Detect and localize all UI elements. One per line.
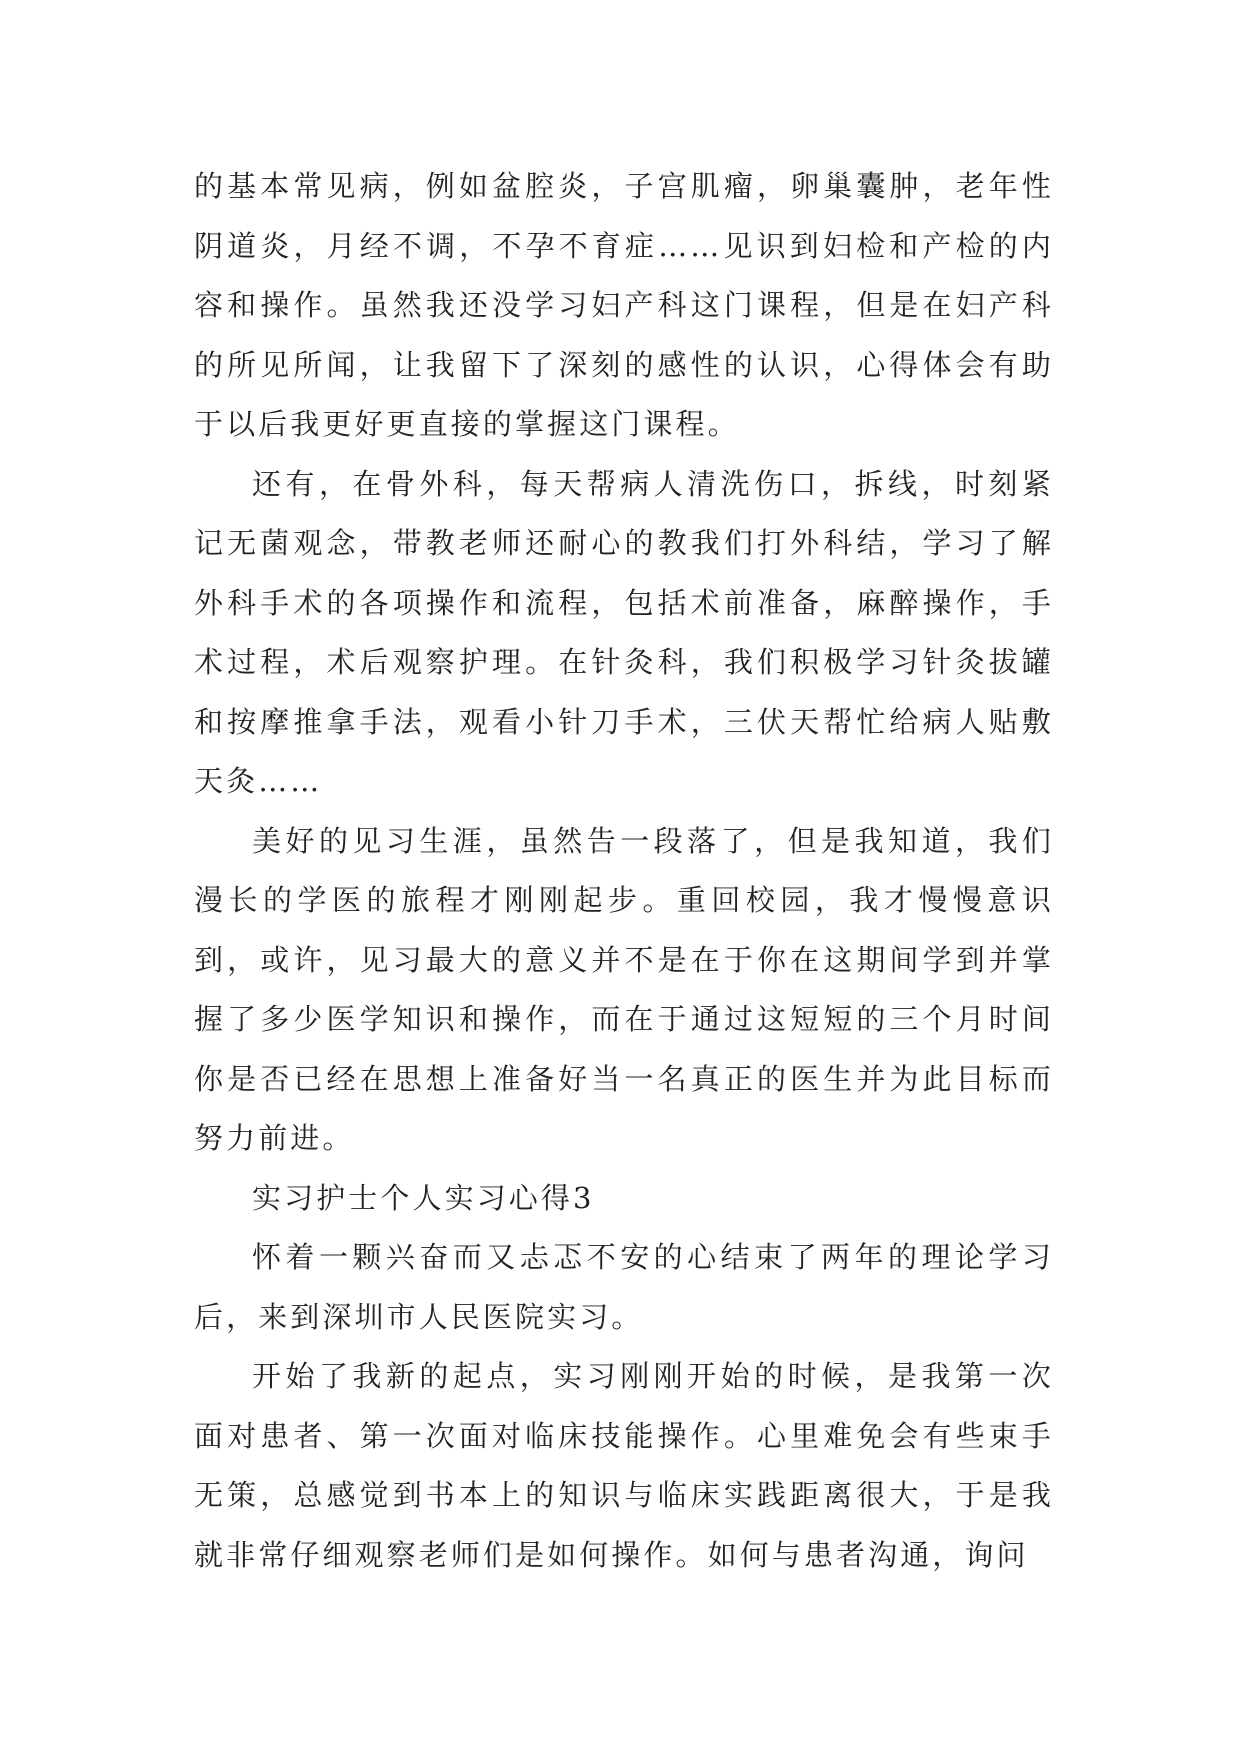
document-page <box>194 157 1054 1585</box>
paragraph-conclusion: 美好的见习生涯，虽然告一段落了，但是我知道，我们漫长的学医的旅程才刚刚起步。重回校园，我才慢慢意识到，或许，见习最大的意义并不是在于你在这期间学到并掌握了多少医学知识和操作，而在于通过这短短的三个月时间你是否已经在思想上准备好当一名真正的医生并为此目标而努力前进。 <box>194 823 1054 1155</box>
paragraph-orthopedics: 还有，在骨外科，每天帮病人清洗伤口，拆线，时刻紧记无菌观念，带教老师还耐心的教我们打外科结，学习了解外科手术的各项操作和流程，包括术前准备，麻醉操作，手术过程，术后观察护理。在针灸科，我们积极学习针灸拔罐和按摩推拿手法，观看小针刀手术，三伏天帮忙给病人贴敷天灸…… <box>194 466 1054 798</box>
section-heading: 实习护士个人实习心得3 <box>252 1180 595 1215</box>
paragraph-continued: 的基本常见病，例如盆腔炎，子宫肌瘤，卵巢囊肿，老年性阴道炎，月经不调，不孕不育症……见识到妇检和产检的内容和操作。虽然我还没学习妇产科这门课程，但是在妇产科的所见所闻，让我留下了深刻的感性的认识，心得体会有助于以后我更好更直接的掌握这门课程。 <box>194 169 1054 441</box>
paragraph-intro: 怀着一颗兴奋而又忐忑不安的心结束了两年的理论学习后，来到深圳市人民医院实习。 <box>194 1240 1054 1334</box>
paragraph-start: 开始了我新的起点，实习刚刚开始的时候，是我第一次面对患者、第一次面对临床技能操作。心里难免会有些束手无策，总感觉到书本上的知识与临床实践距离很大，于是我就非常仔细观察老师们是如何操作。如何与患者沟通，询问 <box>194 1359 1054 1572</box>
